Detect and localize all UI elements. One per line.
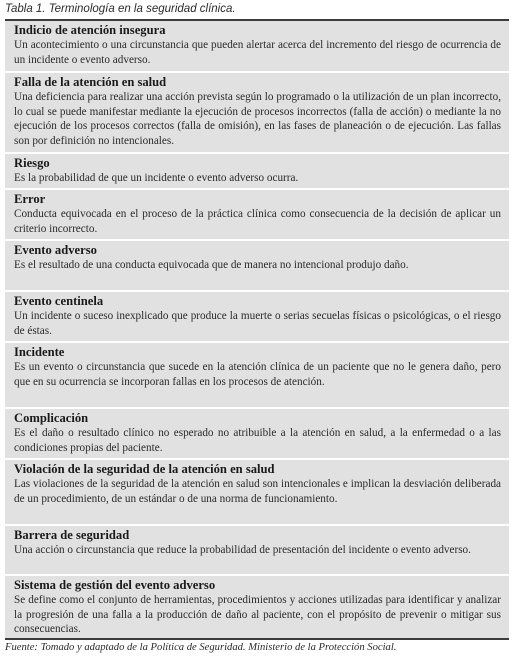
term-label: Incidente <box>14 345 65 359</box>
table-source-note: Fuente: Tomado y adaptado de la Política de Seguridad. Ministerio de la Protección Social. <box>5 642 397 653</box>
term-definition: Es un evento o circunstancia que sucede en la atención clínica de un paciente que no le genera daño, pero que en su ocurrencia se incorporan fallas en los procesos de atención. <box>14 361 501 388</box>
term-definition: Un acontecimiento o una circunstancia que pueden alertar acerca del incremento del riesgo de ocurrencia de un incidente o evento adverso. <box>14 39 501 66</box>
table-row <box>5 190 509 239</box>
term-label: Evento centinela <box>14 294 104 308</box>
term-definition: Conducta equivocada en el proceso de la práctica clínica como consecuencia de la decisión de aplicar un criterio incorrecto. <box>14 208 501 235</box>
table-row <box>5 21 509 71</box>
term-label: Riesgo <box>14 156 50 170</box>
table-row <box>5 576 509 638</box>
table-row <box>5 73 509 152</box>
table-row <box>5 409 509 458</box>
term-definition: Un incidente o suceso inexplicado que produce la muerte o serias secuelas físicas o psicológicas, o el riesgo de éstas. <box>14 310 501 337</box>
term-label: Violación de la seguridad de la atención en salud <box>14 462 275 476</box>
term-label: Evento adverso <box>14 243 97 257</box>
term-label: Sistema de gestión del evento adverso <box>14 578 216 592</box>
table-row <box>5 526 509 574</box>
term-definition: Es la probabilidad de que un incidente o evento adverso ocurra. <box>14 172 299 184</box>
table-row <box>5 460 509 524</box>
term-definition: Una acción o circunstancia que reduce la probabilidad de presentación del incidente o evento adverso. <box>14 544 471 556</box>
term-definition: Se define como el conjunto de herramientas, procedimientos y acciones utilizadas para identificar y analizar la progresión de una falla a la producción de daño al paciente, con el propósito de prevenir o mitigar sus consecuencias. <box>14 594 501 635</box>
table-row <box>5 343 509 407</box>
table-row <box>5 241 509 290</box>
term-label: Falla de la atención en salud <box>14 75 167 89</box>
term-label: Error <box>14 192 46 206</box>
table-caption: Tabla 1. Terminología en la seguridad clínica. <box>5 3 236 15</box>
term-definition: Es el daño o resultado clínico no esperado no atribuible a la atención en salud, a la enfermedad o a las condiciones propias del paciente. <box>14 427 501 454</box>
term-definition: Una deficiencia para realizar una acción prevista según lo programado o la utilización de un plan incorrecto, lo cual se puede manifestar mediante la ejecución de procesos incorrectos (falla de acción) o mediante la no ejecución de los procesos correctos (falla de omisión), en las fases de planeación o de ejecución. Las fallas son por definición no intencionales. <box>14 91 501 147</box>
table-row <box>5 154 509 188</box>
term-definition: Es el resultado de una conducta equivocada que de manera no intencional produjo daño. <box>14 259 409 271</box>
term-definition: Las violaciones de la seguridad de la atención en salud son intencionales e implican la desviación deliberada de un procedimiento, de un estándar o de una norma de funcionamiento. <box>14 478 501 505</box>
term-label: Indicio de atención insegura <box>14 23 166 37</box>
term-label: Complicación <box>14 411 89 425</box>
terminology-table <box>5 19 509 640</box>
table-row <box>5 292 509 341</box>
term-label: Barrera de seguridad <box>14 528 130 542</box>
